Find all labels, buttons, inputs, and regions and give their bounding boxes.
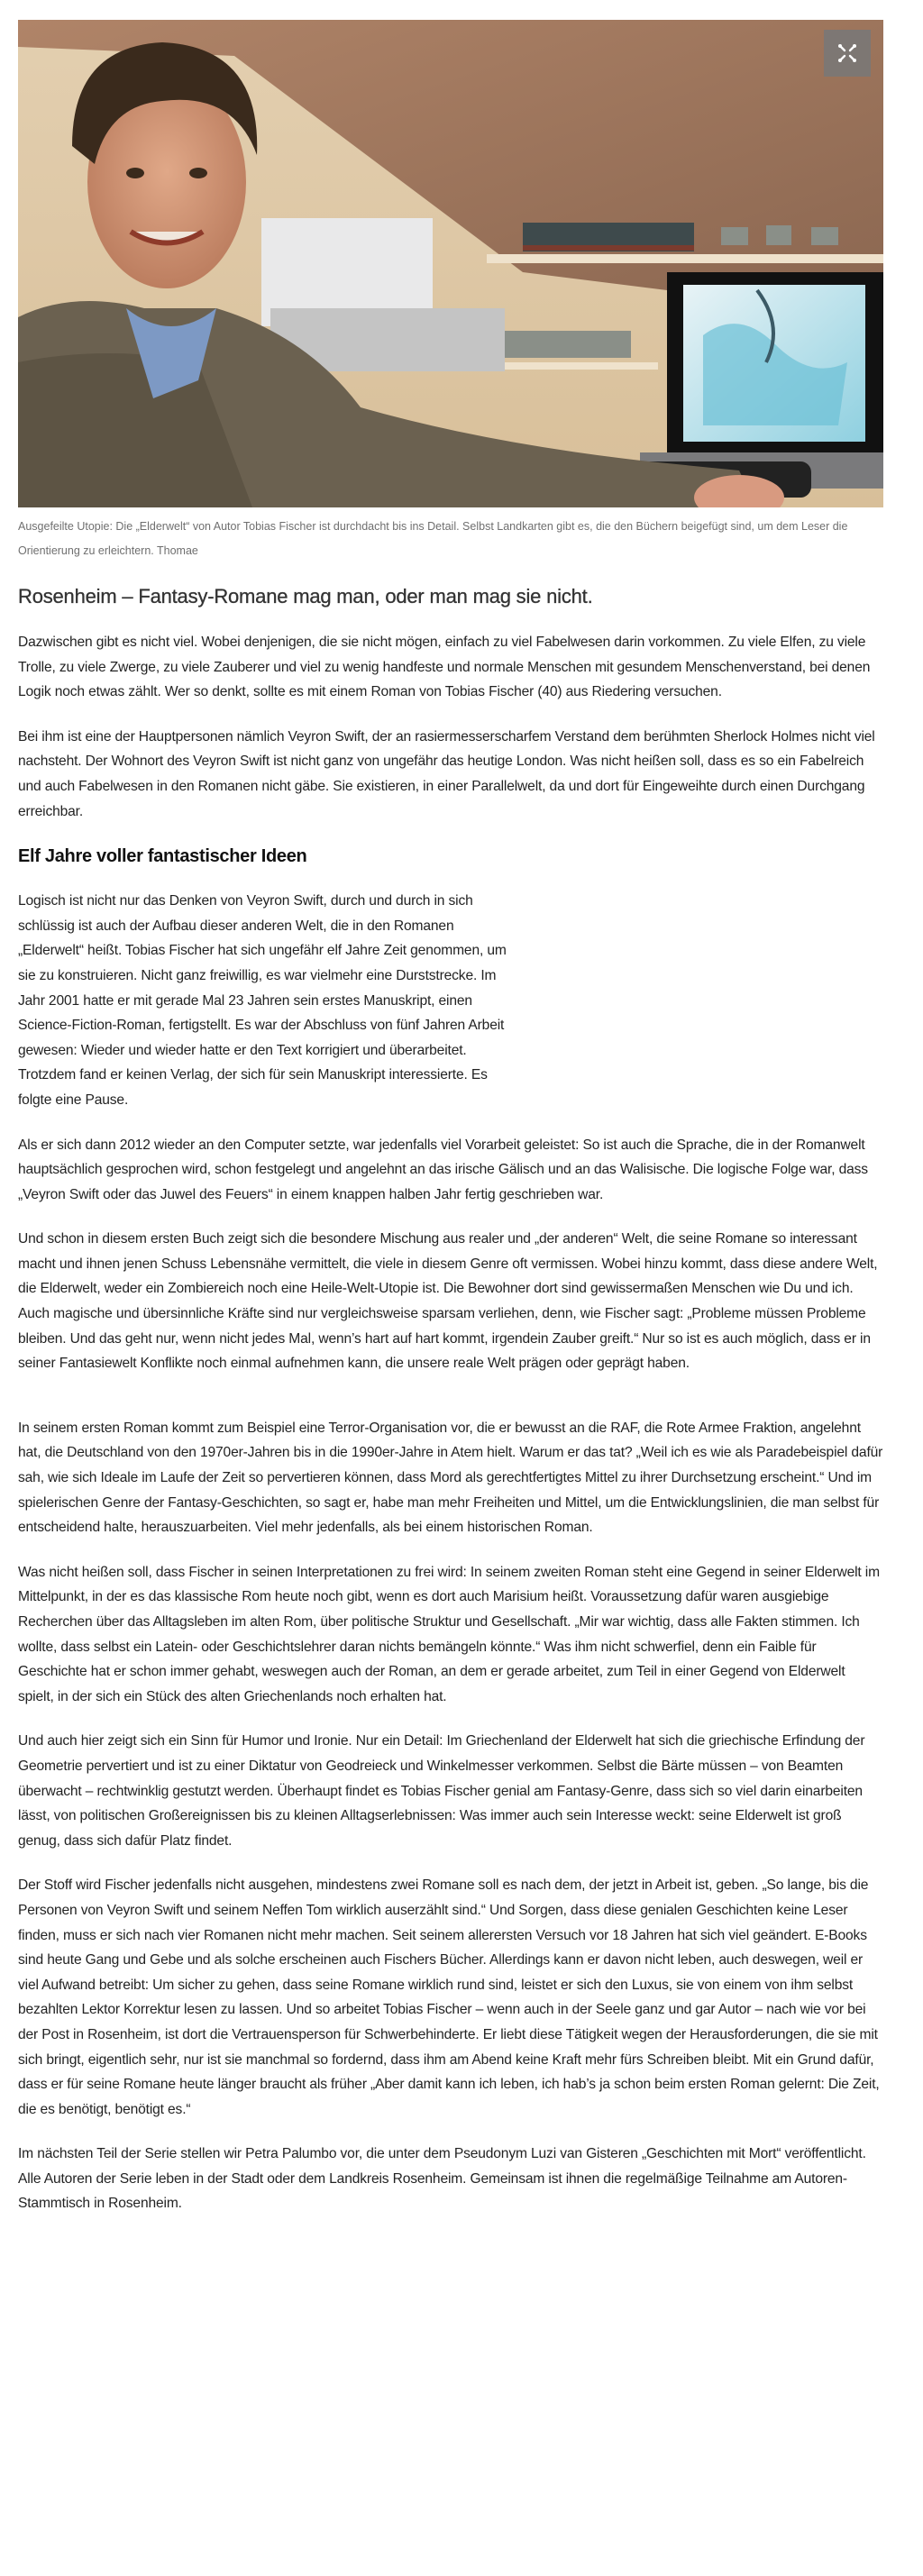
paragraph: Logisch ist nicht nur das Denken von Veyron Swift, durch und durch in sich schlüssig ist auch der Aufbau dieser anderen Welt, die in den Romanen „Elderwelt“ heißt. Tobias Fischer hat sich ungefähr elf Jahre Zeit genommen, um sie zu konstruieren. Nicht ganz freiwillig, es war vielmehr eine Durststrecke. Im Jahr 2001 hatte er mit gerade Mal 23 Jahren sein erstes Manuskript, einen Science-Fiction-Roman, fertigstellt. Es war der Abschluss von fünf Jahren Arbeit gewesen: Wieder und wieder hatte er den Text korrigiert und überarbeitet. Trotzdem fand er keinen Verlag, der sich für sein Manuskript interessierte. Es folgte eine Pause.: [18, 893, 507, 1108]
subheading: Elf Jahre voller fantastischer Ideen: [18, 846, 307, 867]
expand-arrows-icon: [837, 43, 857, 63]
expand-image-button[interactable]: [824, 30, 871, 77]
lead-title: Rosenheim – Fantasy-Romane mag man, oder man mag sie nicht.: [18, 585, 593, 607]
paragraph: Und auch hier zeigt sich ein Sinn für Humor und Ironie. Nur ein Detail: Im Griechenland der Elderwelt hat sich die griechische Erfindung der Geometrie pervertiert und ist zu einer Diktatur von Geodreieck und Winkelmesser verkommen. Selbst die Bärte müssen – von Beamten überwacht – rechtwinklig gestutzt werden. Überhaupt findet es Tobias Fischer genial am Fantasy-Genre, dass sich so viel darin einarbeiten lässt, von politischen Großereignissen bis zu kleinen Alltagserlebnissen: Was immer auch sein Interesse weckt: seine Elderwelt ist groß genug, dass sich dafür Platz findet.: [18, 1733, 865, 1849]
paragraph: Als er sich dann 2012 wieder an den Computer setzte, war jedenfalls viel Vorarbeit geleistet: So ist auch die Sprache, die in der Romanwelt hauptsächlich gesprochen wird, schon festgelegt und angelehnt an das irische Gälisch und an das Walisische. Die logische Folge war, dass „Veyron Swift oder das Juwel des Feuers“ in einem knappen halben Jahr fertig geschrieben war.: [18, 1137, 868, 1202]
article-figure: [18, 20, 883, 507]
paragraph: Dazwischen gibt es nicht viel. Wobei denjenigen, die sie nicht mögen, einfach zu viel Fabelwesen darin vorkommen. Zu viele Elfen, zu viele Trolle, zu viele Zwerge, zu viele Zauberer und viel zu wenig handfeste und normale Menschen mit gesundem Menschenverstand, bei denen Logik noch etwas zählt. Wer so denkt, sollte es mit einem Roman von Tobias Fischer (40) aus Riedering versuchen.: [18, 635, 871, 700]
paragraph: Bei ihm ist eine der Hauptpersonen nämlich Veyron Swift, der an rasiermesserscharfem Verstand dem berühmten Sherlock Holmes nicht viel nachsteht. Der Wohnort des Veyron Swift ist nicht ganz von ungefähr das heutige London. Was nicht heißen soll, dass es so ein Fabelreich und auch Fabelwesen in den Romanen nicht gäbe. Sie existieren, in einer Parallelwelt, da und dort für Eingeweihte durch einen Durchgang erreichbar.: [18, 728, 875, 819]
paragraph: Was nicht heißen soll, dass Fischer in seinen Interpretationen zu frei wird: In seinem zweiten Roman steht eine Gegend in seiner Elderwelt im Mittelpunkt, in der es das klassische Rom heute noch gibt, wenn es dort auch Marisium heißt. Voraussetzung dafür waren ausgiebige Recherchen über das Alltagsleben im alten Rom, über politische Struktur und Gesellschaft. „Mir war wichtig, dass alle Fakten stimmen. Ich wollte, dass selbst ein Latein- oder Geschichtslehrer daran nichts bemängeln könnte.“ Was ihm nicht schwerfiel, denn ein Faible für Geschichte hat er schon immer gehabt, weswegen auch der Roman, an dem er gerade arbeitet, zum Teil in einer Gegend von Elderwelt spielt, in der sich ein Stück des alten Griechenlands noch erhalten hat.: [18, 1564, 880, 1704]
article: [18, 20, 885, 2216]
paragraph: Der Stoff wird Fischer jedenfalls nicht ausgehen, mindestens zwei Romane soll es nach dem, der jetzt in Arbeit ist, geben. „So lange, bis die Personen von Veyron Swift und seinem Neffen Tom wirklich auserzählt sind.“ Und Sorgen, dass diese genialen Geschichten keine Leser finden, muss er sich nach vier Romanen nicht mehr machen. Seit seinem allerersten Versuch vor 18 Jahren hat sich viel geändert. E-Books sind heute Gang und Gebe und als solche erscheinen auch Fischers Bücher. Allerdings kann er davon nicht leben, auch deswegen, weil er viel Aufwand betreibt: Um sicher zu gehen, dass seine Romane wirklich rund sind, leistet er sich den Luxus, sie von einem von ihm selbst bezahlten Lektor Korrektur lesen zu lassen. Und so arbeitet Tobias Fischer – wenn auch in der Seele ganz und gar Autor – nach wie vor bei der Post in Rosenheim, ist dort die Vertrauensperson für Schwerbehinderte. Er liebt diese Tätigkeit wegen der Herausforderungen, die sie mit sich bringt, eigentlich sehr, nur ist sie manchmal so fordernd, dass ihm am Abend keine Kraft mehr fürs Schreiben bleibt. Mit ein Grund dafür, dass er für seine Romane heute länger braucht als früher „Aber damit kann ich leben, ich hab’s ja schon beim ersten Roman gelernt: Die Zeit, die es benötigt, benötigt es.“: [18, 1877, 880, 2117]
paragraph: Und schon in diesem ersten Buch zeigt sich die besondere Mischung aus realer und „der anderen“ Welt, die seine Romane so interessant macht und ihnen jenen Schuss Lebensnähe vermittelt, die viele in diesem Genre oft vermissen. Wobei hinzu kommt, dass diese andere Welt, die Elderwelt, weder ein Zombiereich noch eine Heile-Welt-Utopie ist. Die Bewohner dort sind gewissermaßen Menschen wie Du und ich. Auch magische und übersinnliche Kräfte sind nur vergleichsweise sparsam verliehen, denn, wie Fischer sagt: „Probleme müssen Probleme bleiben. Und das geht nur, wenn nicht jedes Mal, wenn’s hart auf hart kommt, irgendein Zauber greift.“ Nur so ist es auch möglich, dass er in seiner Fantasiewelt Konflikte noch einmal aufnehmen kann, die unsere reale Welt prägen oder geprägt haben.: [18, 1231, 878, 1372]
image-caption: Ausgefeilte Utopie: Die „Elderwelt“ von Autor Tobias Fischer ist durchdacht bis ins Detail. Selbst Landkarten gibt es, die den Büchern beigefügt sind, um dem Leser die Orientierung zu erleichtern. Thomae: [18, 520, 848, 557]
paragraph: Im nächsten Teil der Serie stellen wir Petra Palumbo vor, die unter dem Pseudonym Luzi van Gisteren „Geschichten mit Mort“ veröffentlicht. Alle Autoren der Serie leben in der Stadt oder dem Landkreis Rosenheim. Gemeinsam ist ihnen die regelmäßige Teilnahme am Autoren-Stammtisch in Rosenheim.: [18, 2146, 866, 2212]
paragraph: In seinem ersten Roman kommt zum Beispiel eine Terror-Organisation vor, die er bewusst an die RAF, die Rote Armee Fraktion, angelehnt hat, die Deutschland von den 1970er-Jahren bis in die 1990er-Jahre in Atem hielt. Warum er das tat? „Weil ich es wie als Paradebeispiel dafür sah, wie sich Ideale im Laufe der Zeit so pervertieren können, dass Mord als gerechtfertigtes Mittel zu ihrer Durchsetzung erscheint.“ Und im spielerischen Genre der Fantasy-Geschichten, so sagt er, habe man mehr Freiheiten und Mittel, um die Entwicklungslinien, die man selbst für entscheidend halte, herauszuarbeiten. Viel mehr jedenfalls, als bei einem historischen Roman.: [18, 1420, 883, 1536]
author-photo[interactable]: [18, 20, 883, 507]
